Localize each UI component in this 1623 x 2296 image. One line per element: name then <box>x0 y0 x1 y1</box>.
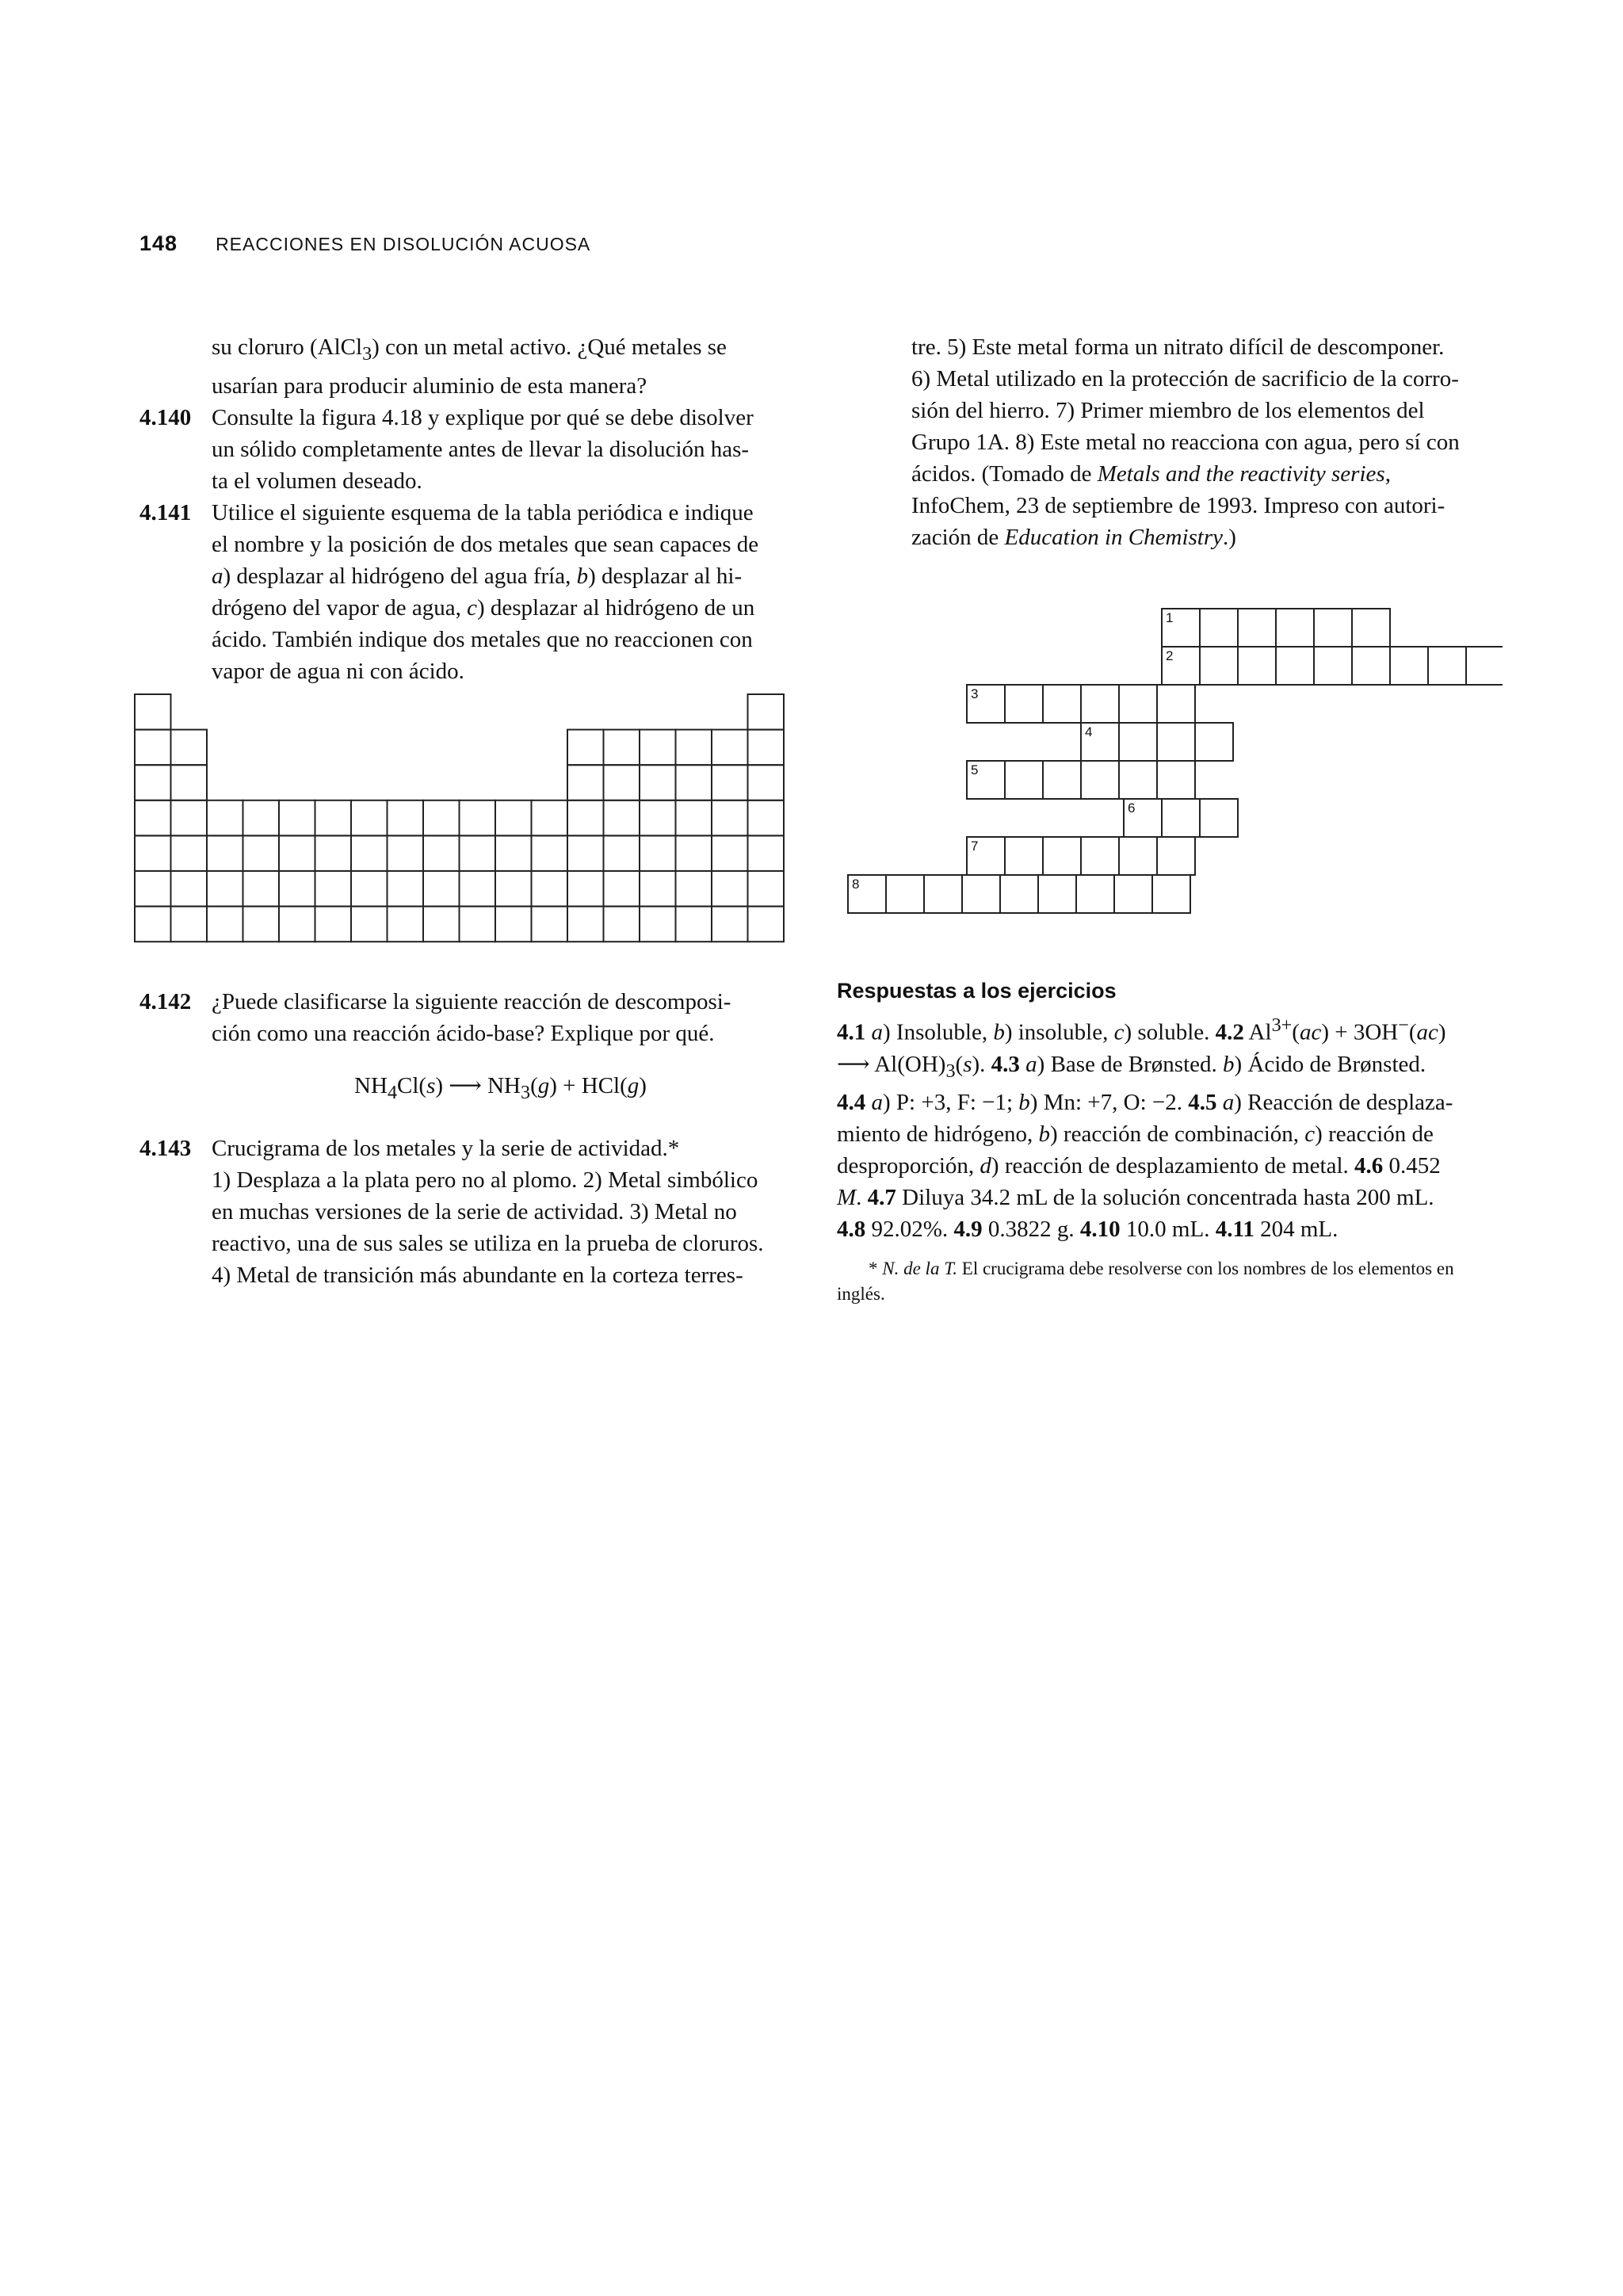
text-line: ácidos. (Tomado de Metals and the reactivity series, <box>911 461 1391 487</box>
periodic-cell <box>567 907 604 942</box>
crossword-cell <box>924 875 962 913</box>
crossword-cell <box>1352 609 1390 647</box>
crossword-cell <box>1119 723 1157 761</box>
periodic-table-outline <box>132 691 789 961</box>
crossword-cell <box>1076 875 1114 913</box>
text-line: 4.4 a) P: +3, F: −1; b) Mn: +7, O: −2. 4.5 a) Reacción de desplaza- <box>837 1090 1453 1116</box>
crossword-cell <box>1005 837 1043 875</box>
periodic-cell <box>423 871 460 907</box>
crossword-cell <box>1081 761 1119 799</box>
periodic-cell <box>712 835 748 871</box>
crossword-cell <box>1200 799 1238 837</box>
exercise <box>139 986 789 1049</box>
left-column-bottom <box>139 986 789 1291</box>
crossword-cell <box>1114 875 1152 913</box>
periodic-cell <box>748 871 785 907</box>
periodic-cell <box>351 800 388 836</box>
periodic-cell <box>315 907 352 942</box>
periodic-cell <box>748 800 785 836</box>
crossword-cell <box>1038 875 1076 913</box>
text-line: 1) Desplaza a la plata pero no al plomo. 2) Metal simbólico <box>212 1167 758 1193</box>
periodic-cell <box>135 835 171 871</box>
crossword-cell <box>1162 799 1200 837</box>
crossword-cell <box>1276 647 1314 685</box>
clue-number: 6 <box>1128 800 1136 816</box>
periodic-cell <box>676 871 712 907</box>
text-line: ¿Puede clasificarse la siguiente reacción de descomposi- <box>212 989 731 1014</box>
periodic-cell <box>171 871 208 907</box>
crossword-cell <box>1200 609 1238 647</box>
periodic-cell <box>676 730 712 766</box>
crossword-cell <box>1157 761 1195 799</box>
periodic-cell <box>171 800 208 836</box>
text-line: Utilice el siguiente esquema de la tabla periódica e indique <box>212 499 754 525</box>
periodic-cell <box>748 694 785 730</box>
periodic-cell <box>567 730 604 766</box>
crossword-cell <box>1466 647 1503 685</box>
periodic-cell <box>495 907 532 942</box>
periodic-cell <box>640 835 676 871</box>
clue-number: 2 <box>1166 648 1174 663</box>
periodic-cell <box>243 800 280 836</box>
page-header <box>139 231 590 263</box>
text-line: zación de Education in Chemistry.) <box>911 525 1236 550</box>
right-column-top <box>911 331 1498 553</box>
exercise <box>139 402 789 497</box>
periodic-cell <box>604 835 640 871</box>
periodic-cell <box>495 871 532 907</box>
periodic-cell <box>135 765 171 800</box>
periodic-cell <box>532 907 568 942</box>
periodic-cell <box>207 907 243 942</box>
page-number: 148 <box>139 231 178 255</box>
periodic-cell <box>748 765 785 800</box>
periodic-cell <box>640 730 676 766</box>
crossword-cell <box>1043 761 1081 799</box>
periodic-cell <box>460 800 496 836</box>
text-line: sión del hierro. 7) Primer miembro de los elementos del <box>911 398 1425 423</box>
periodic-cell <box>676 765 712 800</box>
answers-section <box>837 975 1498 1307</box>
metals-crossword <box>837 599 1503 932</box>
periodic-cell <box>135 730 171 766</box>
periodic-cell <box>604 800 640 836</box>
running-title: REACCIONES EN DISOLUCIÓN ACUOSA <box>216 234 591 254</box>
crossword-cell <box>1314 609 1352 647</box>
periodic-cell <box>243 907 280 942</box>
text-line: Grupo 1A. 8) Este metal no reacciona con agua, pero sí con <box>911 430 1460 455</box>
text-line: su cloruro (AlCl$_3$) con un metal activo. ¿Qué metales se <box>212 334 727 365</box>
exercise-number: 4.140 <box>139 404 192 430</box>
periodic-cell <box>388 800 424 836</box>
exercise <box>139 497 789 687</box>
crossword-cell <box>1119 837 1157 875</box>
text-line: 4.8 92.02%. 4.9 0.3822 g. 4.10 10.0 mL. 4.11 204 mL. <box>837 1217 1338 1243</box>
periodic-cell <box>640 907 676 942</box>
periodic-cell <box>604 871 640 907</box>
clue-number: 1 <box>1166 610 1174 625</box>
text-line: reactivo, una de sus sales se utiliza en la prueba de cloruros. <box>212 1230 764 1256</box>
answers-title: Respuestas a los ejercicios <box>837 979 1117 1003</box>
periodic-cell <box>604 730 640 766</box>
crossword-cell <box>1428 647 1466 685</box>
periodic-cell <box>279 835 315 871</box>
periodic-cell <box>171 835 208 871</box>
text-line: Consulte la figura 4.18 y explique por qué se debe disolver <box>212 404 754 430</box>
text-line: drógeno del vapor de agua, c) desplazar al hidrógeno de un <box>212 594 755 621</box>
periodic-cell <box>388 871 424 907</box>
periodic-cell <box>279 800 315 836</box>
crossword-cell <box>1081 837 1119 875</box>
periodic-cell <box>460 835 496 871</box>
periodic-cell <box>676 907 712 942</box>
periodic-cell <box>351 907 388 942</box>
periodic-cell <box>567 800 604 836</box>
periodic-cell <box>712 871 748 907</box>
periodic-cell <box>423 835 460 871</box>
crossword-cell <box>1238 609 1276 647</box>
periodic-cell <box>640 765 676 800</box>
exercise-number: 4.141 <box>139 499 192 525</box>
periodic-cell <box>351 871 388 907</box>
crossword-cell <box>1043 685 1081 723</box>
periodic-cell <box>279 871 315 907</box>
periodic-cell <box>135 871 171 907</box>
crossword-cell <box>1005 761 1043 799</box>
periodic-cell <box>567 835 604 871</box>
crossword-cell <box>1195 723 1233 761</box>
text-line: desproporción, d) reacción de desplazamiento de metal. 4.6 0.452 <box>837 1153 1441 1179</box>
periodic-cell <box>171 765 208 800</box>
text-line: 4.1 a) Insoluble, b) insoluble, c) soluble. 4.2 $Al^{3+}(ac) + 3OH^-(ac)$ <box>837 1014 1446 1045</box>
periodic-cell <box>460 871 496 907</box>
text-line: el nombre y la posición de dos metales que sean capaces de <box>212 531 759 557</box>
periodic-cell <box>495 835 532 871</box>
crossword-cell <box>1314 647 1352 685</box>
periodic-cell <box>315 871 352 907</box>
text-line: Crucigrama de los metales y la serie de actividad.* <box>212 1135 680 1161</box>
periodic-cell <box>676 800 712 836</box>
crossword-cell <box>1119 761 1157 799</box>
text-line: M. 4.7 Diluya 34.2 mL de la solución concentrada hasta 200 mL. <box>837 1185 1434 1211</box>
periodic-cell <box>495 800 532 836</box>
crossword-cell <box>1000 875 1038 913</box>
periodic-cell <box>135 694 171 730</box>
periodic-cell <box>748 907 785 942</box>
text-line: ta el volumen deseado. <box>212 468 422 494</box>
reaction-equation: $NH_4Cl(s)$ ⟶ $NH_3(g) + HCl(g)$ <box>354 1073 647 1103</box>
periodic-cell <box>460 907 496 942</box>
crossword-cell <box>1200 647 1238 685</box>
periodic-cell <box>712 730 748 766</box>
text-line: un sólido completamente antes de llevar la disolución has- <box>212 436 750 462</box>
crossword-cell <box>1152 875 1190 913</box>
crossword-cell <box>1157 723 1195 761</box>
periodic-cell <box>388 835 424 871</box>
answers-body <box>837 1010 1498 1245</box>
periodic-cell <box>243 835 280 871</box>
text-line: InfoChem, 23 de septiembre de 1993. Impreso con autori- <box>911 493 1445 518</box>
periodic-cell <box>748 835 785 871</box>
text-line: usarían para producir aluminio de esta manera? <box>212 372 647 399</box>
crossword-cell <box>1352 647 1390 685</box>
crossword-cell <box>1238 647 1276 685</box>
clue-number: 8 <box>852 877 860 892</box>
left-column-top <box>139 331 789 687</box>
crossword-cell <box>1276 609 1314 647</box>
periodic-cell <box>567 765 604 800</box>
text-line: ácido. También indique dos metales que no reaccionen con <box>212 626 753 652</box>
periodic-cell <box>135 800 171 836</box>
crossword-cell <box>1157 685 1195 723</box>
crossword-cell <box>1043 837 1081 875</box>
periodic-cell <box>604 907 640 942</box>
periodic-cell <box>423 907 460 942</box>
text-line: ⟶ $Al(OH)_3(s)$. 4.3 a) Base de Brønsted. b) Ácido de Brønsted. <box>837 1051 1426 1082</box>
periodic-cell <box>207 800 243 836</box>
crossword-cell <box>1005 685 1043 723</box>
exercise-number: 4.143 <box>139 1135 192 1161</box>
text-line: en muchas versiones de la serie de actividad. 3) Metal no <box>212 1198 737 1224</box>
periodic-cell <box>351 835 388 871</box>
crossword-cell <box>1390 647 1428 685</box>
text-line: a) desplazar al hidrógeno del agua fría, b) desplazar al hi- <box>212 563 743 589</box>
periodic-cell <box>171 907 208 942</box>
clue-number: 7 <box>971 839 979 854</box>
periodic-cell <box>423 800 460 836</box>
periodic-cell <box>207 835 243 871</box>
periodic-cell <box>640 871 676 907</box>
periodic-cell <box>604 765 640 800</box>
periodic-cell <box>712 907 748 942</box>
periodic-cell <box>712 800 748 836</box>
exercise <box>139 1133 789 1291</box>
periodic-cell <box>243 871 280 907</box>
crossword-cell <box>886 875 924 913</box>
clue-number: 3 <box>971 686 979 701</box>
text-line: vapor de agua ni con ácido. <box>212 658 464 684</box>
footnote: * N. de la T. El crucigrama debe resolverse con los nombres de los elementos en inglés. <box>837 1259 1454 1305</box>
periodic-cell <box>532 871 568 907</box>
exercise-number: 4.142 <box>139 989 192 1014</box>
periodic-cell <box>640 800 676 836</box>
periodic-cell <box>748 730 785 766</box>
crossword-cell <box>962 875 1000 913</box>
periodic-cell <box>567 871 604 907</box>
text-line: miento de hidrógeno, b) reacción de combinación, c) reacción de <box>837 1121 1434 1148</box>
periodic-cell <box>279 907 315 942</box>
periodic-cell <box>315 800 352 836</box>
periodic-cell <box>207 871 243 907</box>
periodic-cell <box>532 835 568 871</box>
periodic-cell <box>135 907 171 942</box>
text-line: tre. 5) Este metal forma un nitrato difícil de descomponer. <box>911 334 1445 360</box>
text-line: ción como una reacción ácido-base? Explique por qué. <box>212 1021 715 1046</box>
clue-number: 4 <box>1085 724 1093 739</box>
crossword-cell <box>1119 685 1157 723</box>
periodic-cell <box>315 835 352 871</box>
crossword-cell <box>1157 837 1195 875</box>
text-line: 4) Metal de transición más abundante en la corteza terres- <box>212 1262 743 1288</box>
periodic-cell <box>532 800 568 836</box>
periodic-cell <box>388 907 424 942</box>
crossword-cell <box>1081 685 1119 723</box>
periodic-cell <box>171 730 208 766</box>
periodic-cell <box>676 835 712 871</box>
periodic-cell <box>712 765 748 800</box>
text-line: 6) Metal utilizado en la protección de sacrificio de la corro- <box>911 366 1459 392</box>
clue-number: 5 <box>971 762 979 777</box>
